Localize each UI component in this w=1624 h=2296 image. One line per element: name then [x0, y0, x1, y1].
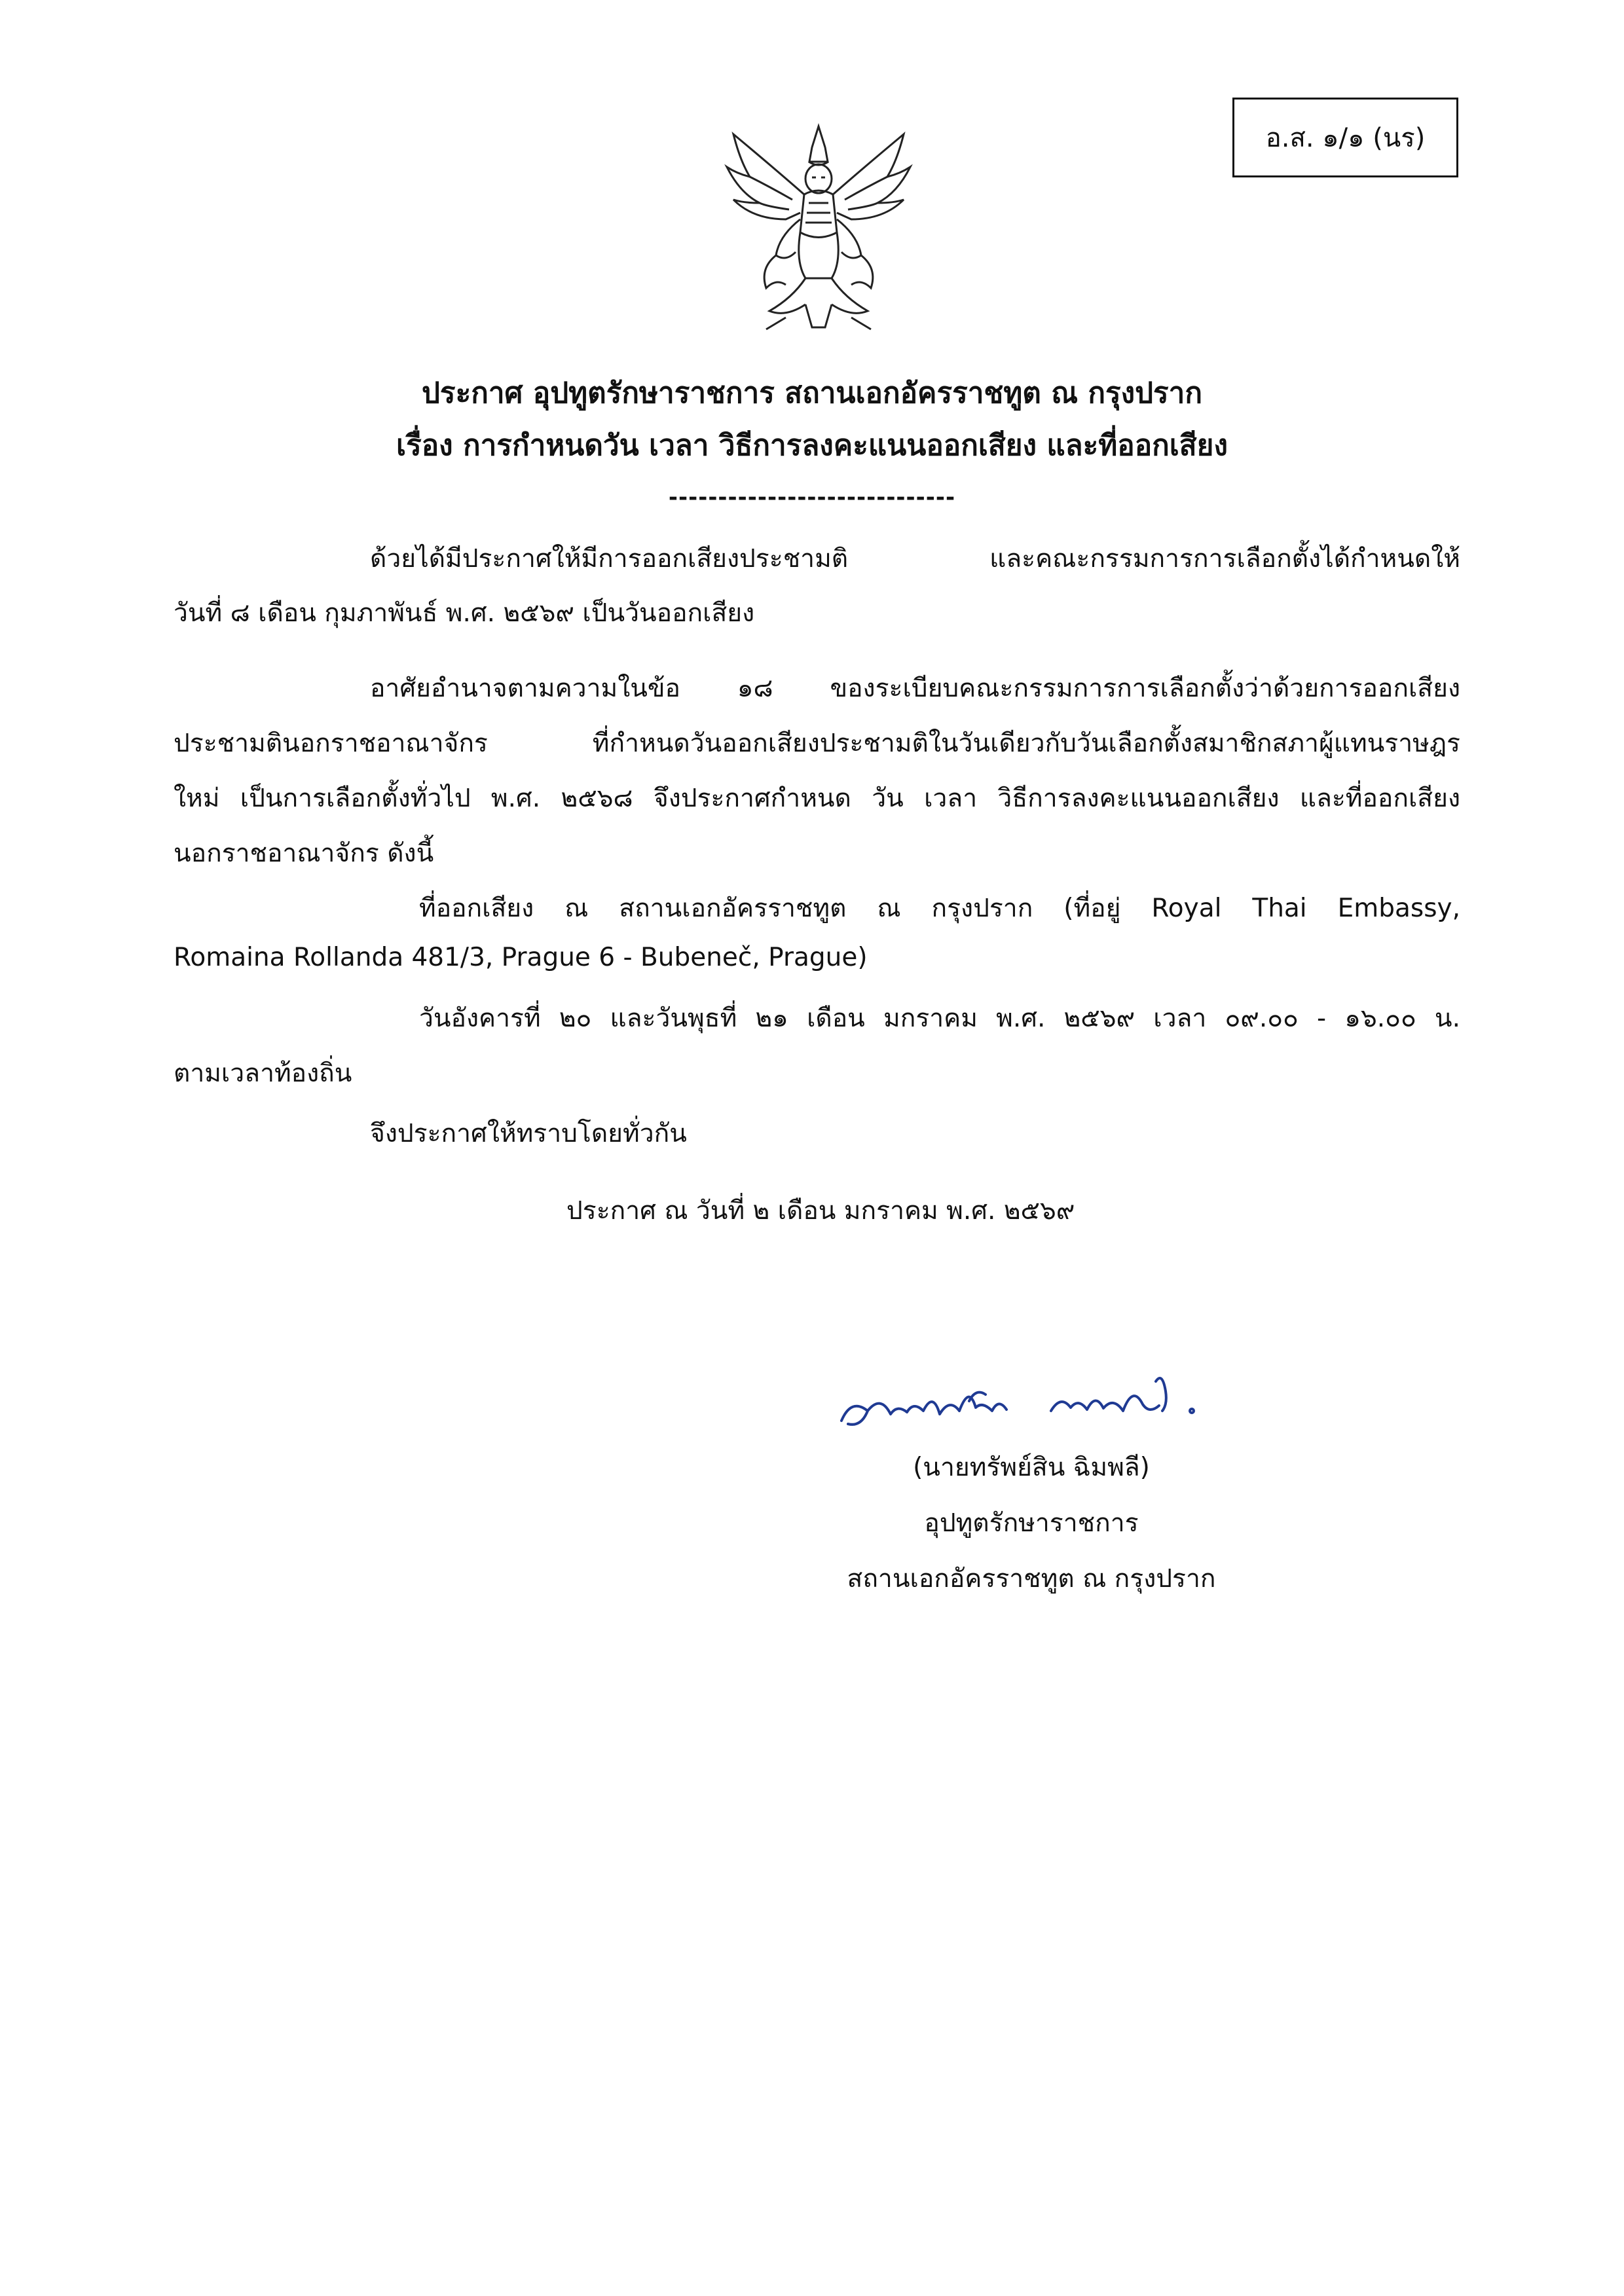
signatory-position: อุปทูตรักษาราชการ: [924, 1508, 1139, 1538]
title-divider: -----------------------------: [668, 484, 956, 511]
paragraph-2-line-3: ใหม่ เป็นการเลือกตั้งทั่วไป พ.ศ. ๒๕๖๘ จึงประกาศกำหนด วัน เวลา วิธีการลงคะแนนออกเสียง และที่ออกเสียง: [174, 784, 1460, 813]
announcement-date: ประกาศ ณ วันที่ ๒ เดือน มกราคม พ.ศ. ๒๕๖๙: [566, 1196, 1075, 1226]
announcement-subject: เรื่อง การกำหนดวัน เวลา วิธีการลงคะแนนออกเสียง และที่ออกเสียง: [396, 429, 1228, 462]
garuda-emblem: [714, 121, 923, 337]
paragraph-1-line-2: วันที่ ๘ เดือน กุมภาพันธ์ พ.ศ. ๒๕๖๙ เป็นวันออกเสียง: [174, 598, 755, 628]
voting-place-line-1: ที่ออกเสียง ณ สถานเอกอัครราชทูต ณ กรุงปราก (ที่อยู่ Royal Thai Embassy,: [419, 894, 1460, 923]
voting-place-line-2: Romaina Rollanda 481/3, Prague 6 - Bubeneč, Prague): [174, 943, 868, 972]
paragraph-1-line-1: ด้วยได้มีประกาศให้มีการออกเสียงประชามติ และคณะกรรมการการเลือกตั้งได้กำหนดให้: [370, 544, 1460, 574]
voting-date-line-2: ตามเวลาท้องถิ่น: [174, 1059, 352, 1088]
paragraph-2-line-2: ประชามตินอกราชอาณาจักร ที่กำหนดวันออกเสียงประชามติในวันเดียวกับวันเลือกตั้งสมาชิกสภาผู้แทนราษฎร: [174, 729, 1460, 758]
form-code-box: [1232, 98, 1458, 177]
handwritten-signature: [835, 1365, 1228, 1437]
closing-sentence: จึงประกาศให้ทราบโดยทั่วกัน: [370, 1119, 687, 1148]
voting-date-line-1: วันอังคารที่ ๒๐ และวันพุธที่ ๒๑ เดือน มกราคม พ.ศ. ๒๕๖๙ เวลา ๐๙.๐๐ - ๑๖.๐๐ น.: [419, 1004, 1460, 1033]
signatory-office: สถานเอกอัครราชทูต ณ กรุงปราก: [847, 1564, 1216, 1594]
paragraph-2-line-4: นอกราชอาณาจักร ดังนี้: [174, 839, 434, 868]
announcement-title: ประกาศ อุปทูตรักษาราชการ สถานเอกอัครราชทูต ณ กรุงปราก: [422, 376, 1202, 410]
form-code: อ.ส. ๑/๑ (นร): [1265, 123, 1426, 153]
paragraph-2-line-1: อาศัยอำนาจตามความในข้อ ๑๘ ของระเบียบคณะกรรมการการเลือกตั้งว่าด้วยการออกเสียง: [370, 674, 1460, 703]
signatory-name: (นายทรัพย์สิน ฉิมพลี): [913, 1453, 1150, 1482]
